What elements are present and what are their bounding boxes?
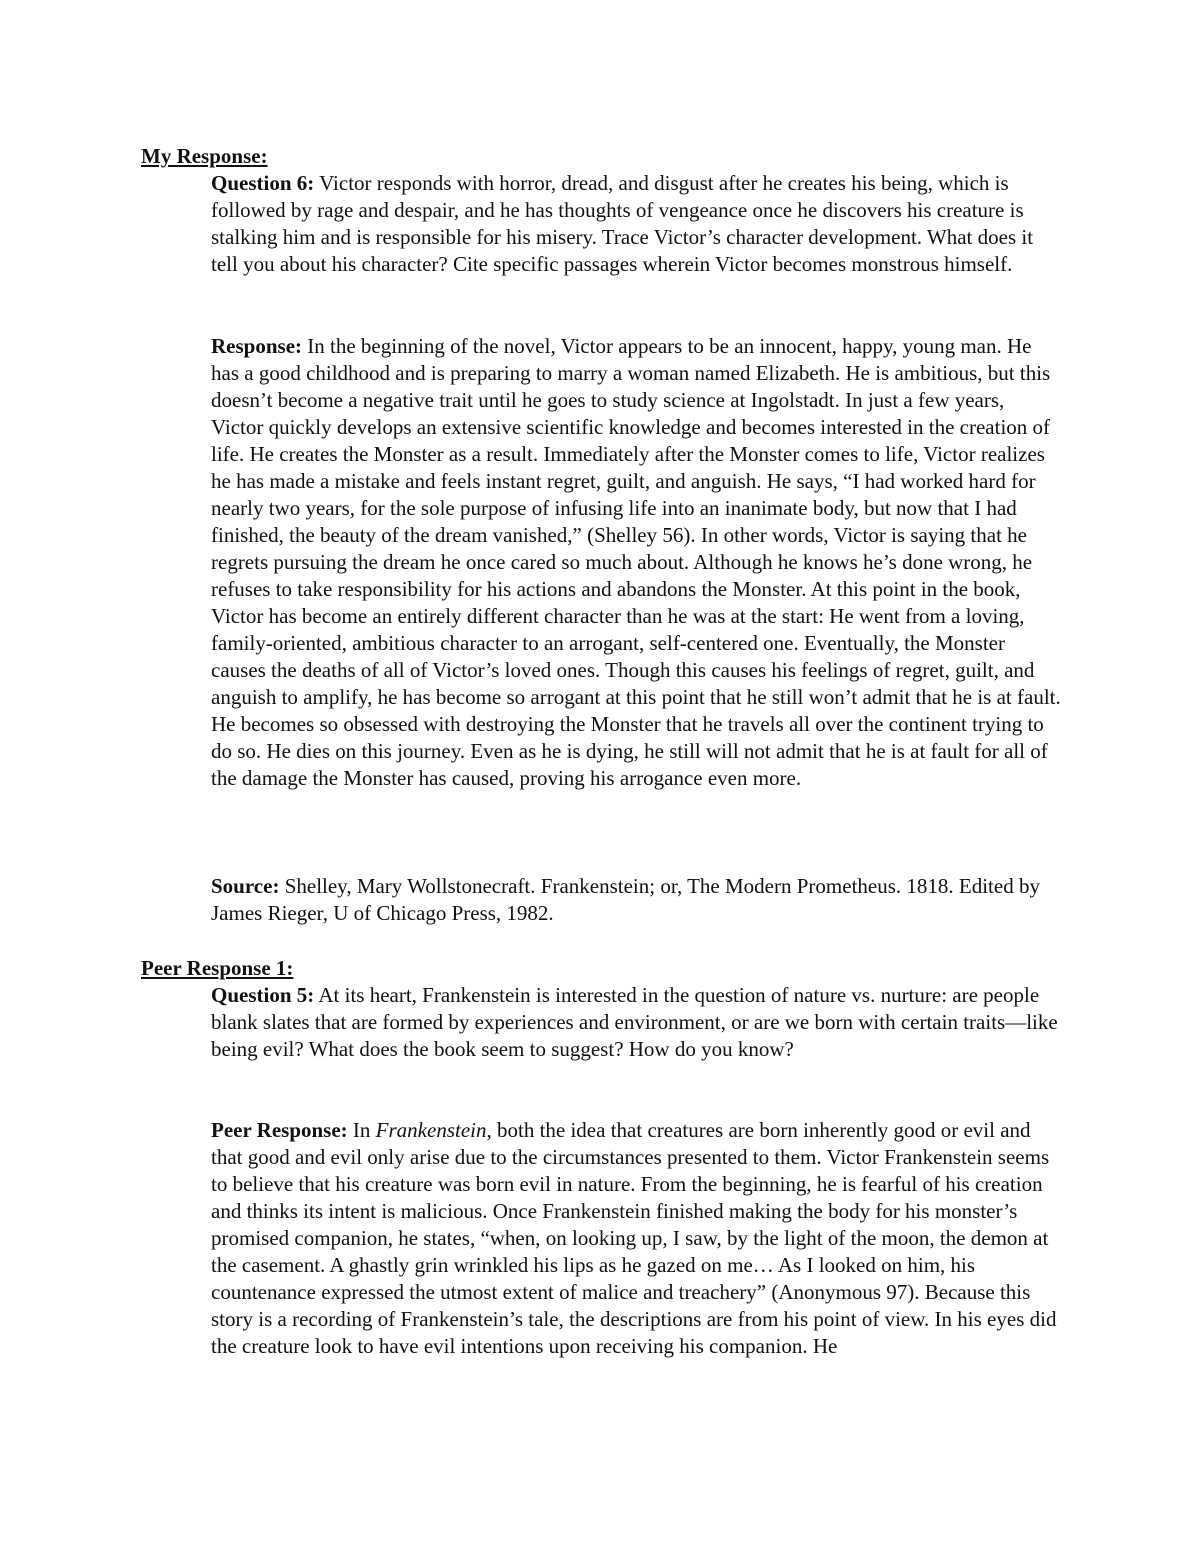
peer-response-label: Peer Response: bbox=[211, 1118, 348, 1142]
peer-question-paragraph bbox=[211, 982, 1061, 1063]
peer-question-label: Question 5: bbox=[211, 983, 315, 1007]
peer-response-text-before: In bbox=[347, 1118, 376, 1142]
my-question-label: Question 6: bbox=[211, 171, 315, 195]
peer-response-1-heading: Peer Response 1: bbox=[141, 956, 294, 980]
peer-response-paragraph bbox=[211, 1117, 1061, 1360]
my-question-text: Victor responds with horror, dread, and disgust after he creates his being, which is followed by rage and despair, and he has thoughts of vengeance once he discovers his creature is stalking him and is responsible for his misery. Trace Victor’s character development. What does it tell you about his character? Cite specific passages wherein Victor becomes monstrous himself. bbox=[211, 171, 1034, 276]
source-paragraph bbox=[211, 873, 1061, 927]
my-response-paragraph bbox=[211, 333, 1061, 792]
my-response-text: In the beginning of the novel, Victor appears to be an innocent, happy, young man. He has a good childhood and is preparing to marry a woman named Elizabeth. He is ambitious, but this doesn’t become a negative trait until he goes to study science at Ingolstadt. In just a few years, Victor quickly develops an extensive scientific knowledge and becomes interested in the creation of life. He creates the Monster as a result. Immediately after the Monster comes to life, Victor realizes he has made a mistake and feels instant regret, guilt, and anguish. He says, “I had worked hard for nearly two years, for the sole purpose of infusing life into an inanimate body, but now that I had finished, the beauty of the dream vanished,” (Shelley 56). In other words, Victor is saying that he regrets pursuing the dream he once cared so much about. Although he knows he’s done wrong, he refuses to take responsibility for his actions and abandons the Monster. At this point in the book, Victor has become an entirely different character than he was at the start: He went from a loving, family-oriented, ambitious character to an arrogant, self-centered one. Eventually, the Monster causes the deaths of all of Victor’s loved ones. Though this causes his feelings of regret, guilt, and anguish to amplify, he has become so arrogant at this point that he still won’t admit that he is at fault. He becomes so obsessed with destroying the Monster that he travels all over the continent trying to do so. He dies on this journey. Even as he is dying, he still will not admit that he is at fault for all of the damage the Monster has caused, proving his arrogance even more. bbox=[211, 334, 1061, 790]
peer-question-text: At its heart, Frankenstein is interested in the question of nature vs. nurture: are people blank slates that are formed by experiences and environment, or are we born with certain traits—like being evil? What does the book seem to suggest? How do you know? bbox=[211, 983, 1058, 1061]
source-text: Shelley, Mary Wollstonecraft. Frankenstein; or, The Modern Prometheus. 1818. Edited by James Rieger, U of Chicago Press, 1982. bbox=[211, 874, 1040, 925]
source-label: Source: bbox=[211, 874, 280, 898]
my-question-paragraph bbox=[211, 170, 1061, 278]
my-response-label: Response: bbox=[211, 334, 303, 358]
my-response-heading: My Response: bbox=[141, 144, 268, 168]
peer-response-text-after: , both the idea that creatures are born inherently good or evil and that good and evil only arise due to the circumstances presented to them. Victor Frankenstein seems to believe that his creature was born evil in nature. From the beginning, he is fearful of his creation and thinks its intent is malicious. Once Frankenstein finished making the body for his monster’s promised companion, he states, “when, on looking up, I saw, by the light of the moon, the demon at the casement. A ghastly grin wrinkled his lips as he gazed on me… As I looked on him, his countenance expressed the utmost extent of malice and treachery” (Anonymous 97). Because this story is a recording of Frankenstein’s tale, the descriptions are from his point of view. In his eyes did the creature look to have evil intentions upon receiving his companion. He bbox=[211, 1118, 1057, 1358]
book-title: Frankenstein bbox=[375, 1118, 487, 1142]
